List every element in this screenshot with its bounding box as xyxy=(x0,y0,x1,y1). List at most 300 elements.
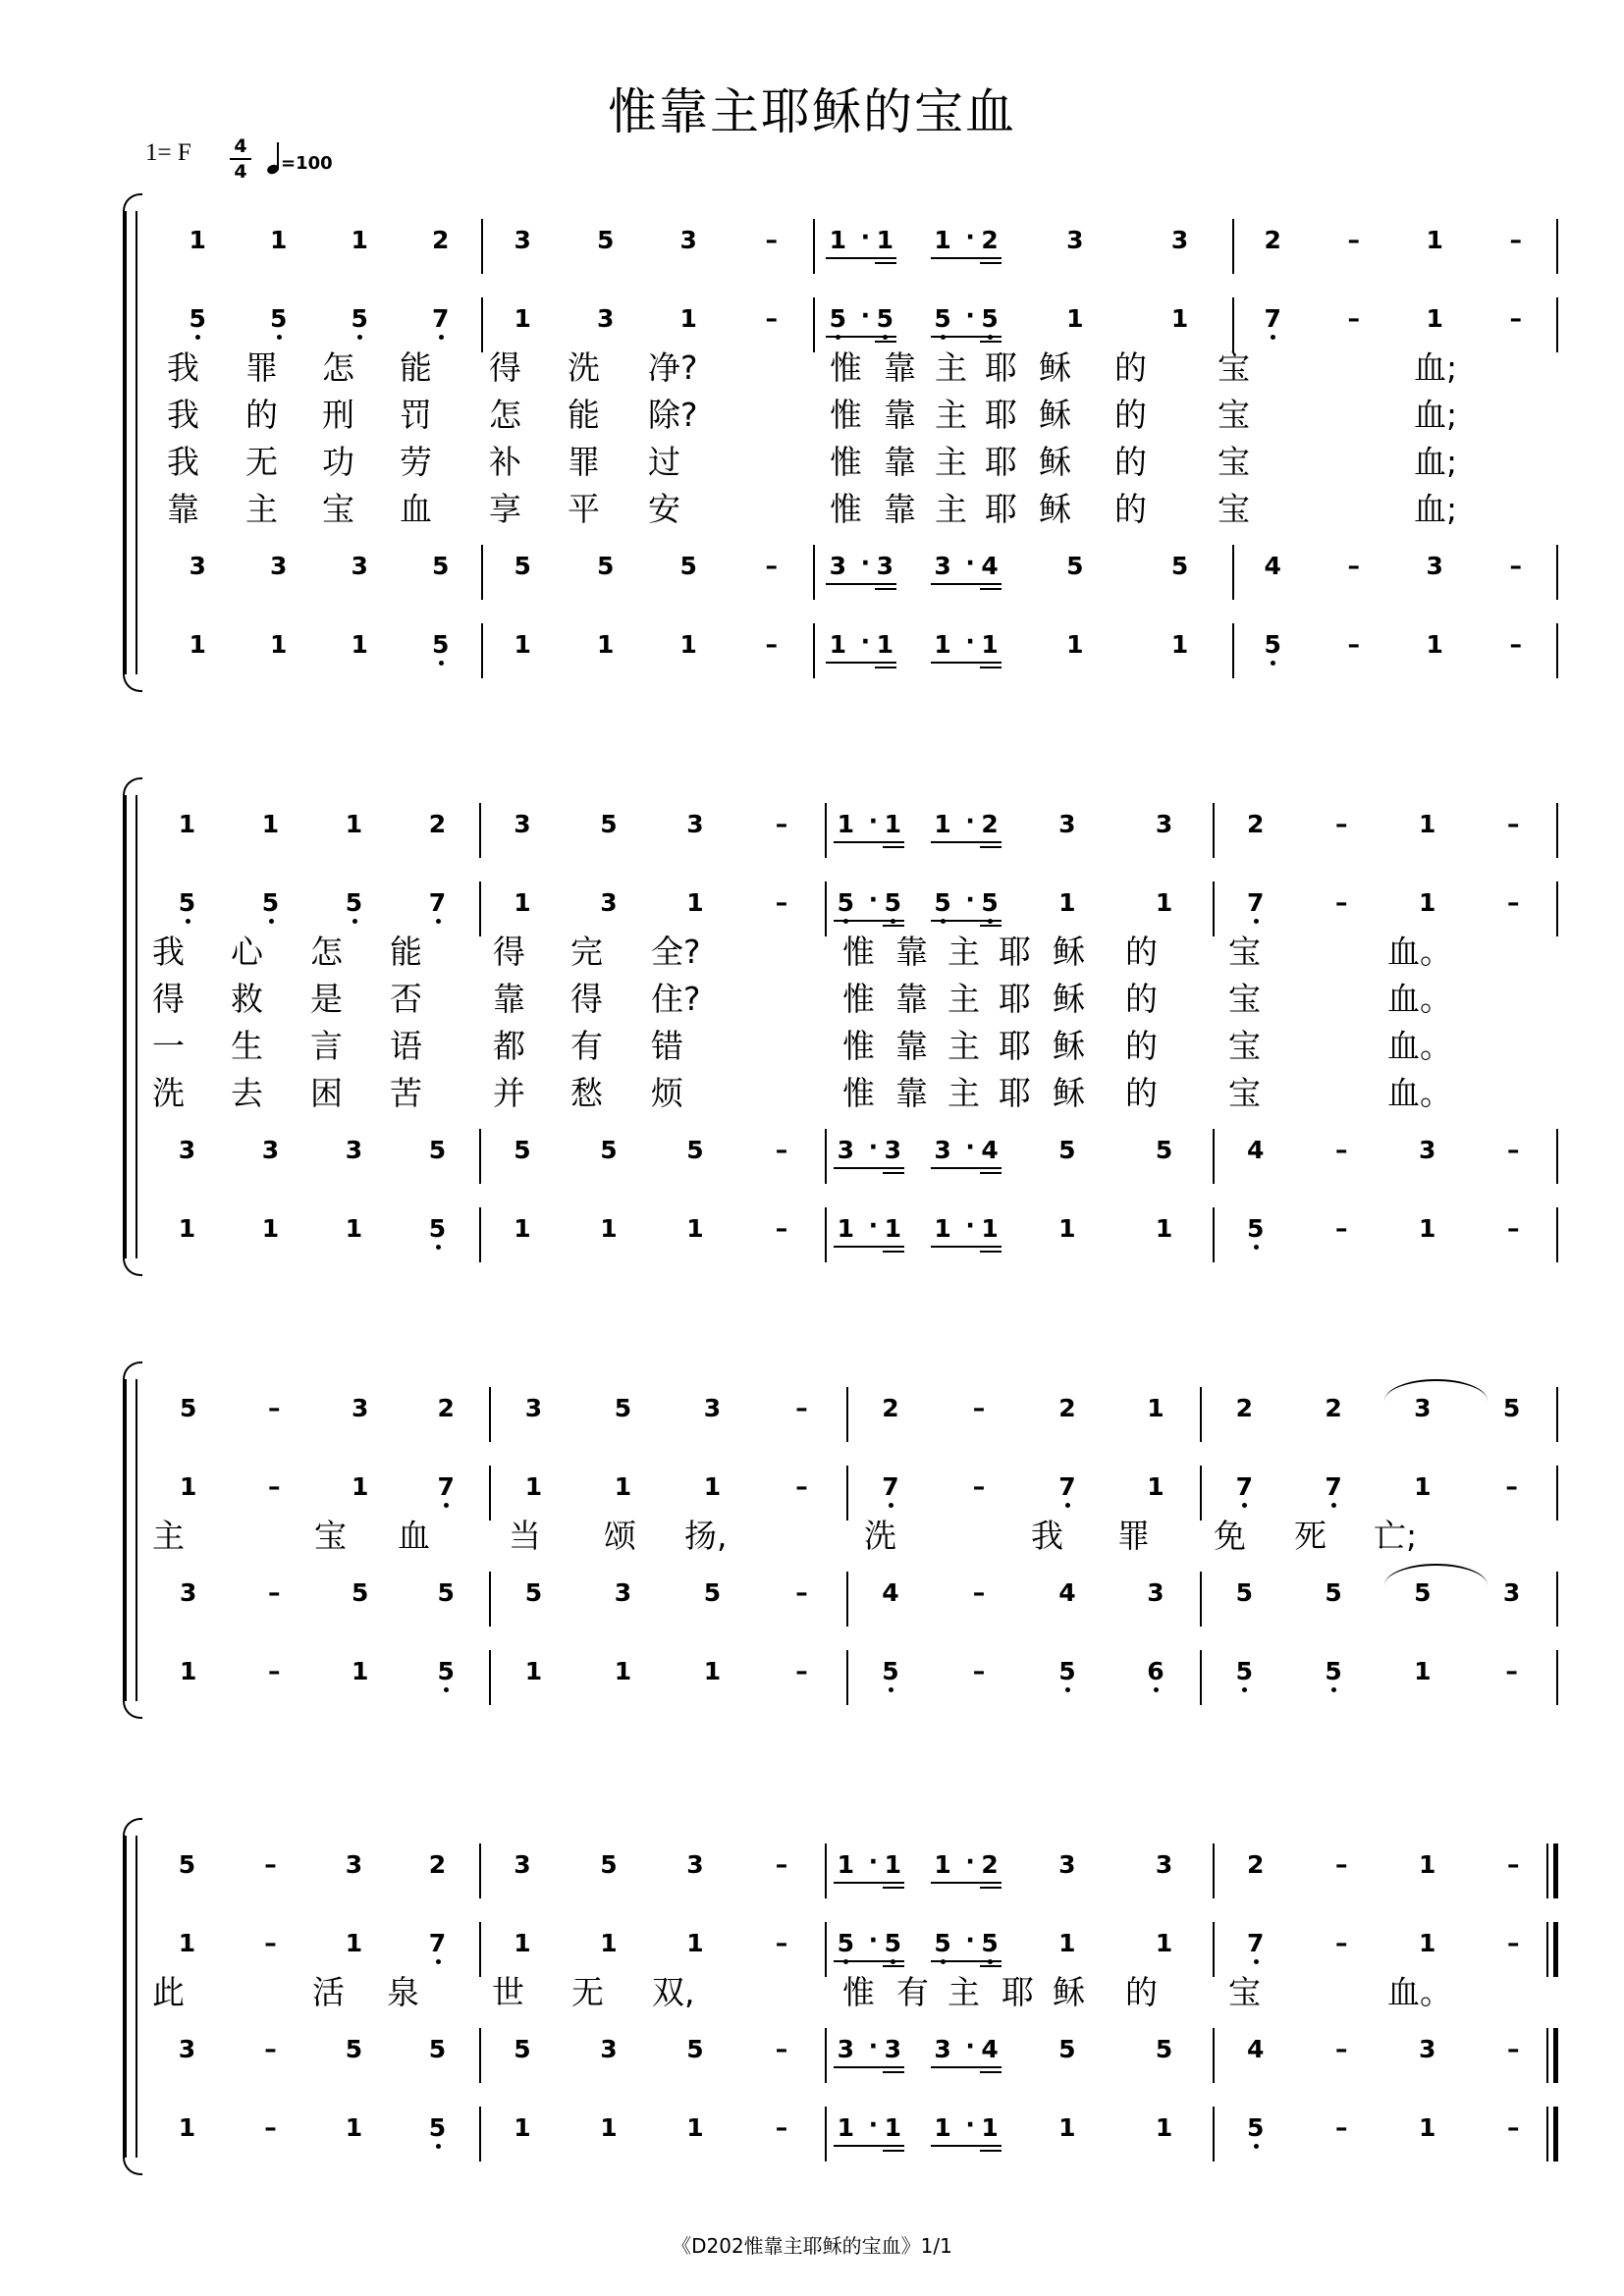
lyric-char: 享 xyxy=(489,490,521,528)
note: 4 xyxy=(1264,552,1281,580)
bar-line xyxy=(479,1843,481,1898)
lyric-char: 得 xyxy=(493,933,525,971)
beam xyxy=(826,257,896,259)
augmentation-dot: · xyxy=(868,1133,879,1161)
bar-line xyxy=(479,1129,481,1184)
bar-line xyxy=(1556,297,1558,352)
note: 3 xyxy=(876,552,894,580)
lyric-char: 血; xyxy=(1414,348,1458,387)
lyric-char: 安 xyxy=(648,490,680,528)
song-title: 惟靠主耶稣的宝血 xyxy=(608,83,1016,140)
note: 5 xyxy=(831,888,860,918)
note: 5 xyxy=(600,1136,618,1164)
lyric-char: 否 xyxy=(390,980,422,1018)
note: – xyxy=(1509,630,1522,659)
lyric-char: 惟 xyxy=(842,1973,875,2011)
note: 4 xyxy=(981,2035,999,2063)
note: 1 xyxy=(884,1214,902,1243)
lyric-char: 能 xyxy=(568,396,600,434)
lyric-char: 并 xyxy=(493,1074,525,1112)
note: 3 xyxy=(614,1578,632,1607)
lyric-char: 宝 xyxy=(1218,348,1250,387)
lyric-char: 血; xyxy=(1414,490,1458,528)
note: 1 xyxy=(261,810,280,838)
page-footer: 《D202惟靠主耶稣的宝血》1/1 xyxy=(672,2234,952,2258)
note: 5 xyxy=(600,1850,618,1879)
lyric-char: 稣 xyxy=(1053,980,1085,1018)
lyric-char: 生 xyxy=(231,1027,263,1065)
note: – xyxy=(765,552,778,580)
note: 1 xyxy=(1419,888,1436,917)
lyric-char: 得 xyxy=(152,980,185,1018)
note: 1 xyxy=(270,226,288,254)
lyric-char: 我 xyxy=(167,348,199,387)
augmentation-dot: · xyxy=(868,2110,879,2139)
augmentation-dot: · xyxy=(965,1847,975,1876)
lyric-char: 颂 xyxy=(604,1517,636,1555)
lyric-char: 洗 xyxy=(152,1074,185,1112)
note: 5 xyxy=(878,1929,907,1958)
note: 1 xyxy=(703,1472,722,1501)
beam xyxy=(980,2150,1001,2152)
note: 1 xyxy=(514,1214,531,1243)
note: 1 xyxy=(600,1214,618,1243)
note: 7 xyxy=(1258,304,1287,334)
lyric-char: 此 xyxy=(152,1973,185,2011)
note: 7 xyxy=(426,304,456,334)
beam xyxy=(875,667,896,668)
augmentation-dot: · xyxy=(868,885,879,914)
bar-line xyxy=(481,219,483,274)
lyric-char: 血。 xyxy=(1387,1973,1452,2011)
lyric-char: 免 xyxy=(1214,1517,1246,1555)
note: – xyxy=(1335,2035,1348,2063)
note: 1 xyxy=(189,630,206,659)
note: 1 xyxy=(345,2113,363,2142)
bar-line xyxy=(1213,881,1215,936)
bar-line xyxy=(1556,219,1558,274)
note: 7 xyxy=(423,1929,453,1958)
final-bar-line xyxy=(1553,1843,1558,1898)
note: 5 xyxy=(426,630,456,660)
lyric-char: 宝 xyxy=(1228,1074,1261,1112)
lyric-char: 主 xyxy=(947,933,980,971)
quarter-note-icon xyxy=(267,140,281,174)
lyric-char: 主 xyxy=(935,348,967,387)
note: 1 xyxy=(514,1929,531,1957)
beam xyxy=(980,262,1001,264)
note: 3 xyxy=(345,1136,363,1164)
bar-line xyxy=(1556,623,1558,678)
beam xyxy=(931,1246,1001,1248)
note: 5 xyxy=(1319,1657,1348,1686)
note: 1 xyxy=(614,1472,632,1501)
note: 3 xyxy=(1058,810,1076,838)
note: 1 xyxy=(1426,226,1443,254)
augmentation-dot: · xyxy=(868,1211,879,1240)
note: – xyxy=(972,1472,986,1501)
lyric-char: 靠 xyxy=(884,396,916,434)
note: 5 xyxy=(514,552,531,580)
note: 1 xyxy=(600,1929,618,1957)
note: 1 xyxy=(352,1657,369,1685)
note: 1 xyxy=(837,810,855,838)
note: 7 xyxy=(1229,1472,1259,1502)
beam xyxy=(834,920,904,922)
lyric-char: 耶 xyxy=(985,443,1017,481)
note: 1 xyxy=(261,1214,280,1243)
lyric-char: 我 xyxy=(1031,1517,1063,1555)
note: – xyxy=(1507,2113,1520,2142)
augmentation-dot: · xyxy=(868,1847,879,1876)
note: 5 xyxy=(1235,1578,1254,1607)
bar-line xyxy=(846,1572,848,1627)
note: – xyxy=(1509,552,1522,580)
lyric-char: 耶 xyxy=(999,980,1031,1018)
lyric-char: 血。 xyxy=(1387,933,1452,971)
bar-line xyxy=(1546,1843,1548,1898)
beam xyxy=(931,662,1001,664)
note: 5 xyxy=(686,1136,704,1164)
beam xyxy=(931,2145,1001,2147)
note: 3 xyxy=(189,552,206,580)
note: – xyxy=(775,1850,788,1879)
lyric-char: 惟 xyxy=(842,1074,875,1112)
note: 1 xyxy=(1170,630,1189,659)
note: – xyxy=(1507,1214,1520,1243)
note: – xyxy=(1507,2035,1520,2063)
note: – xyxy=(972,1578,986,1607)
bar-line xyxy=(481,297,483,352)
note: 2 xyxy=(882,1394,899,1422)
beam xyxy=(883,2071,904,2073)
lyric-char: 主 xyxy=(935,396,967,434)
note: 5 xyxy=(1058,1136,1076,1164)
lyric-char: 惟 xyxy=(842,980,875,1018)
lyric-char: 宝 xyxy=(322,490,354,528)
note: 4 xyxy=(1058,1578,1076,1607)
note: 2 xyxy=(981,1850,999,1879)
bar-line xyxy=(1546,2107,1548,2162)
bar-line xyxy=(825,1207,827,1262)
lyric-char: 全? xyxy=(651,933,701,971)
bar-line xyxy=(479,1207,481,1262)
note: – xyxy=(1347,552,1360,580)
bar-line xyxy=(825,2028,827,2083)
note: – xyxy=(264,1850,277,1879)
lyric-char: 宝 xyxy=(1218,396,1250,434)
note: 7 xyxy=(1241,888,1271,918)
beam xyxy=(883,2150,904,2152)
beam xyxy=(980,1251,1001,1253)
note: – xyxy=(765,304,778,333)
lyric-char: 主 xyxy=(935,443,967,481)
lyric-char: 语 xyxy=(390,1027,422,1065)
lyric-char: 泉 xyxy=(387,1973,419,2011)
bar-line xyxy=(1556,1207,1558,1262)
note: 5 xyxy=(428,1136,447,1164)
note: – xyxy=(1335,2113,1348,2142)
lyric-char: 的 xyxy=(1125,1074,1158,1112)
note: 1 xyxy=(1419,1850,1436,1879)
lyric-char: 怎 xyxy=(310,933,343,971)
lyric-char: 能 xyxy=(400,348,432,387)
note: 3 xyxy=(514,810,531,838)
lyric-char: 死 xyxy=(1294,1517,1326,1555)
note: – xyxy=(1507,1929,1520,1957)
lyric-char: 主 xyxy=(245,490,278,528)
lyric-char: 血。 xyxy=(1387,1074,1452,1112)
note: 3 xyxy=(829,552,847,580)
bar-line xyxy=(481,545,483,600)
bar-line xyxy=(1232,545,1234,600)
note: 5 xyxy=(597,552,615,580)
note: 5 xyxy=(428,2035,447,2063)
beam xyxy=(834,2145,904,2147)
bar-line xyxy=(1232,297,1234,352)
note: – xyxy=(795,1472,808,1501)
note: 5 xyxy=(340,888,369,918)
lyric-char: 耶 xyxy=(985,490,1017,528)
note: 1 xyxy=(1155,888,1173,917)
note: – xyxy=(775,1136,788,1164)
note: 3 xyxy=(1155,1850,1173,1879)
lyric-char: 耶 xyxy=(985,396,1017,434)
beam xyxy=(875,341,896,343)
lyric-char: 去 xyxy=(231,1074,263,1112)
note: 5 xyxy=(1058,2035,1076,2063)
bar-line xyxy=(1556,1572,1558,1627)
note: 1 xyxy=(180,1472,197,1501)
lyric-char: 靠 xyxy=(895,980,928,1018)
beam xyxy=(883,846,904,848)
note: 1 xyxy=(1066,304,1084,333)
note: 5 xyxy=(1155,1136,1173,1164)
beam xyxy=(883,925,904,927)
note: 5 xyxy=(686,2035,704,2063)
note: 1 xyxy=(614,1657,632,1685)
note: – xyxy=(1335,1214,1348,1243)
note: 5 xyxy=(1414,1578,1432,1607)
note: – xyxy=(1335,1136,1348,1164)
augmentation-dot: · xyxy=(965,2110,975,2139)
bar-line xyxy=(1213,2028,1215,2083)
note: 7 xyxy=(876,1472,905,1502)
note: 3 xyxy=(514,1850,531,1879)
lyric-char: 耶 xyxy=(999,933,1031,971)
note: 5 xyxy=(345,2035,363,2063)
lyric-char: 稣 xyxy=(1053,1074,1085,1112)
lyric-char: 靠 xyxy=(895,1074,928,1112)
beam xyxy=(834,1960,904,1962)
note: 1 xyxy=(703,1657,722,1685)
bar-line xyxy=(1200,1650,1202,1705)
beam xyxy=(980,2071,1001,2073)
note: – xyxy=(268,1657,281,1685)
lyric-char: 扬, xyxy=(684,1517,728,1555)
note: 1 xyxy=(1414,1657,1432,1685)
lyric-char: 净? xyxy=(648,348,698,387)
note: 5 xyxy=(703,1578,722,1607)
bar-line xyxy=(846,1387,848,1442)
note: 1 xyxy=(686,1214,704,1243)
lyric-char: 靠 xyxy=(884,490,916,528)
lyric-char: 完 xyxy=(570,933,603,971)
note: 1 xyxy=(1419,810,1436,838)
lyric-char: 耶 xyxy=(999,1027,1031,1065)
bar-line xyxy=(479,2107,481,2162)
note: 1 xyxy=(178,1929,196,1957)
note: 5 xyxy=(423,2113,453,2143)
note: 3 xyxy=(524,1394,543,1422)
note: 1 xyxy=(884,810,902,838)
note: 3 xyxy=(1155,810,1173,838)
note: 5 xyxy=(524,1578,543,1607)
lyric-char: 惟 xyxy=(830,348,862,387)
note: 5 xyxy=(679,552,697,580)
system-start-line xyxy=(135,795,137,1258)
note: 1 xyxy=(876,630,894,659)
lyric-char: 主 xyxy=(947,1973,980,2011)
final-bar-line xyxy=(1553,2107,1558,2162)
note: 3 xyxy=(597,304,615,333)
note: – xyxy=(1335,1850,1348,1879)
note: 2 xyxy=(437,1394,455,1422)
lyric-char: 惟 xyxy=(842,933,875,971)
note: 1 xyxy=(934,1214,951,1243)
note: – xyxy=(775,1929,788,1957)
note: 7 xyxy=(1053,1472,1082,1502)
note: 3 xyxy=(1426,552,1443,580)
lyric-char: 靠 xyxy=(167,490,199,528)
note: 1 xyxy=(981,2113,999,2142)
note: 2 xyxy=(432,226,450,254)
note: 3 xyxy=(837,1136,855,1164)
lyric-char: 宝 xyxy=(314,1517,347,1555)
lyric-char: 的 xyxy=(1114,396,1147,434)
lyric-char: 惟 xyxy=(842,1027,875,1065)
system-bracket xyxy=(123,1379,127,1701)
bar-line xyxy=(1232,623,1234,678)
beam xyxy=(931,583,1001,585)
lyric-char: 都 xyxy=(493,1027,525,1065)
bar-line xyxy=(1556,803,1558,858)
bar-line xyxy=(813,297,815,352)
beam xyxy=(883,1965,904,1967)
note: 1 xyxy=(1419,1214,1436,1243)
lyric-char: 有 xyxy=(896,1973,929,2011)
note: 1 xyxy=(178,1214,196,1243)
lyric-char: 稣 xyxy=(1039,396,1071,434)
note: 2 xyxy=(428,1850,447,1879)
note: 1 xyxy=(679,630,697,659)
beam xyxy=(931,257,1001,259)
note: 2 xyxy=(1235,1394,1254,1422)
note: 5 xyxy=(1241,2113,1271,2143)
note: – xyxy=(972,1657,986,1685)
augmentation-dot: · xyxy=(965,885,975,914)
lyric-char: 稣 xyxy=(1039,443,1071,481)
lyric-char: 愁 xyxy=(570,1074,603,1112)
note: 3 xyxy=(1419,1136,1436,1164)
note: – xyxy=(972,1394,986,1422)
lyric-char: 宝 xyxy=(1228,1973,1261,2011)
lyric-char: 困 xyxy=(310,1074,343,1112)
beam xyxy=(980,925,1001,927)
note: 1 xyxy=(524,1472,543,1501)
note: – xyxy=(1347,630,1360,659)
lyric-char: 耶 xyxy=(985,348,1017,387)
time-signature xyxy=(230,135,251,183)
bar-line xyxy=(1546,1922,1548,1977)
note: 3 xyxy=(884,1136,902,1164)
lyric-char: 的 xyxy=(1114,348,1147,387)
note: 1 xyxy=(514,630,531,659)
note: 5 xyxy=(345,304,374,334)
lyric-char: 能 xyxy=(390,933,422,971)
beam xyxy=(875,262,896,264)
lyric-char: 罪 xyxy=(1117,1517,1150,1555)
beam xyxy=(980,846,1001,848)
note: 1 xyxy=(934,1850,951,1879)
note: – xyxy=(795,1394,808,1422)
note: 1 xyxy=(1426,304,1443,333)
beam xyxy=(931,2066,1001,2068)
augmentation-dot: · xyxy=(860,549,871,577)
system-start-line xyxy=(135,211,137,674)
note: 1 xyxy=(345,1929,363,1957)
slur xyxy=(1384,1379,1488,1401)
note: 3 xyxy=(837,2035,855,2063)
augmentation-dot: · xyxy=(965,807,975,835)
note: 5 xyxy=(600,810,618,838)
note: – xyxy=(1509,304,1522,333)
note: – xyxy=(268,1472,281,1501)
lyric-char: 血 xyxy=(400,490,432,528)
lyric-char: 靠 xyxy=(884,443,916,481)
note: 5 xyxy=(1155,2035,1173,2063)
lyric-char: 宝 xyxy=(1218,443,1250,481)
beam xyxy=(875,588,896,590)
lyric-char: 双, xyxy=(652,1973,695,2011)
note: 1 xyxy=(837,1214,855,1243)
time-signature-top: 4 xyxy=(234,135,247,157)
note: – xyxy=(765,630,778,659)
lyric-char: 血; xyxy=(1414,443,1458,481)
note: – xyxy=(775,888,788,917)
augmentation-dot: · xyxy=(965,2032,975,2060)
bar-line xyxy=(479,2028,481,2083)
lyric-char: 有 xyxy=(570,1027,603,1065)
augmentation-dot: · xyxy=(860,627,871,656)
lyric-char: 主 xyxy=(947,980,980,1018)
bar-line xyxy=(813,219,815,274)
lyric-char: 的 xyxy=(1114,490,1147,528)
lyric-char: 血。 xyxy=(1387,980,1452,1018)
note: 1 xyxy=(1155,1929,1173,1957)
note: 3 xyxy=(934,552,951,580)
bar-line xyxy=(489,1650,491,1705)
note: 5 xyxy=(431,1657,460,1686)
note: – xyxy=(775,2035,788,2063)
bar-line xyxy=(825,803,827,858)
lyric-char: 的 xyxy=(1114,443,1147,481)
beam xyxy=(883,1887,904,1889)
bar-line xyxy=(479,803,481,858)
augmentation-dot: · xyxy=(965,1926,975,1954)
key-signature: 1= F xyxy=(145,139,191,166)
note: 3 xyxy=(352,1394,369,1422)
